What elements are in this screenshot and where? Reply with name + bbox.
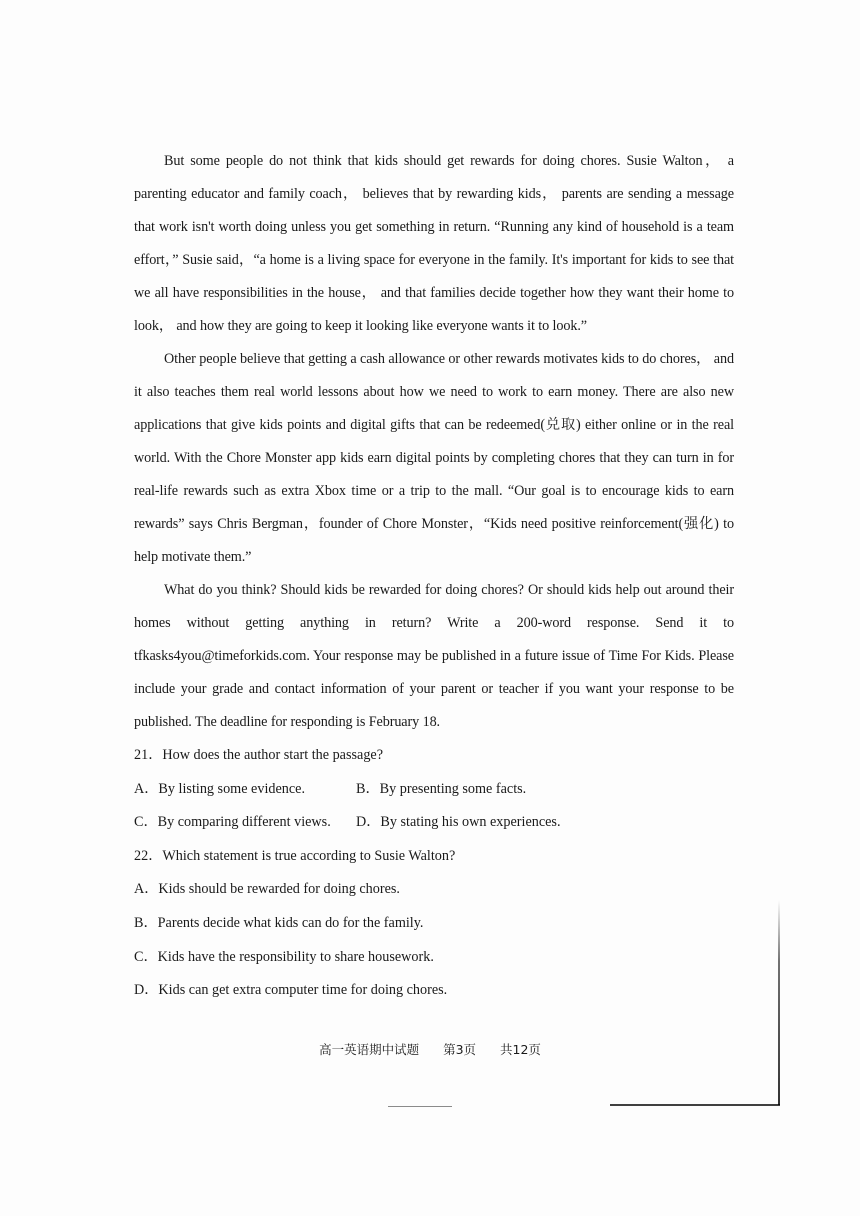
option-d: D．By stating his own experiences. — [356, 814, 561, 831]
option-row — [134, 806, 734, 840]
question-22 — [134, 840, 734, 1008]
page-footer — [0, 1040, 860, 1058]
option-d: D．Kids can get extra computer time for doing chores. — [134, 982, 448, 999]
page-number: 第3页 — [443, 1042, 477, 1057]
option-c: C．By comparing different views. — [134, 814, 331, 831]
option-b: B．By presenting some facts. — [356, 780, 527, 797]
passage-paragraph-2: Other people believe that getting a cash allowance or other rewards motivates kids to do chores， and it also teaches them real world lessons about how we need to work to earn money. There are also new applications that give kids points and digital gifts that can be redeemed(兑取) either online or in the real world. With the Chore Monster app kids earn digital points by completing chores that they can turn in for real-life rewards such as extra Xbox time or a trip to the mall. “Our goal is to encourage kids to earn rewards” says Chris Bergman，founder of Chore Monster，“Kids need positive reinforcement(强化) to help motivate them.” — [134, 351, 734, 565]
option-c: C．Kids have the responsibility to share housework. — [134, 948, 434, 965]
option-row — [134, 773, 734, 807]
question-stem: 21．How does the author start the passage? — [134, 747, 384, 763]
question-stem: 22．Which statement is true according to Susie Walton? — [134, 847, 456, 864]
option-b: B．Parents decide what kids can do for the family. — [134, 914, 424, 931]
passage-paragraph-1: But some people do not think that kids should get rewards for doing chores. Susie Walton， a parenting educator and family coach， believes that by rewarding kids， parents are sending a message that work isn't worth doing unless you get something in return. “Running any kind of household is a team effort，” Susie said，“a home is a living space for everyone in the family. It's important for kids to see that we all have responsibilities in the house， and that families decide together how they want their home to look， and how they are going to keep it looking like everyone wants it to look.” — [134, 153, 734, 334]
option-a: A．Kids should be rewarded for doing chores. — [134, 881, 400, 898]
exam-title: 高一英语期中试题 — [319, 1042, 420, 1057]
scan-edge-line — [610, 1104, 780, 1106]
scan-edge-line — [778, 900, 780, 1105]
passage-paragraph-3: What do you think? Should kids be rewarded for doing chores? Or should kids help out around their homes without getting anything in return? Write a 200-word response. Send it to tfkasks4you@timeforkids.com. Your response may be published in a future issue of Time For Kids. Please include your grade and contact information of your parent or teacher if you want your response to be published. The deadline for responding is February 18. — [134, 582, 734, 730]
option-a: A．By listing some evidence. — [134, 780, 306, 797]
passage-content — [134, 145, 734, 1008]
total-pages: 共12页 — [500, 1042, 541, 1057]
question-21 — [134, 739, 734, 840]
scan-edge-line — [388, 1106, 452, 1107]
